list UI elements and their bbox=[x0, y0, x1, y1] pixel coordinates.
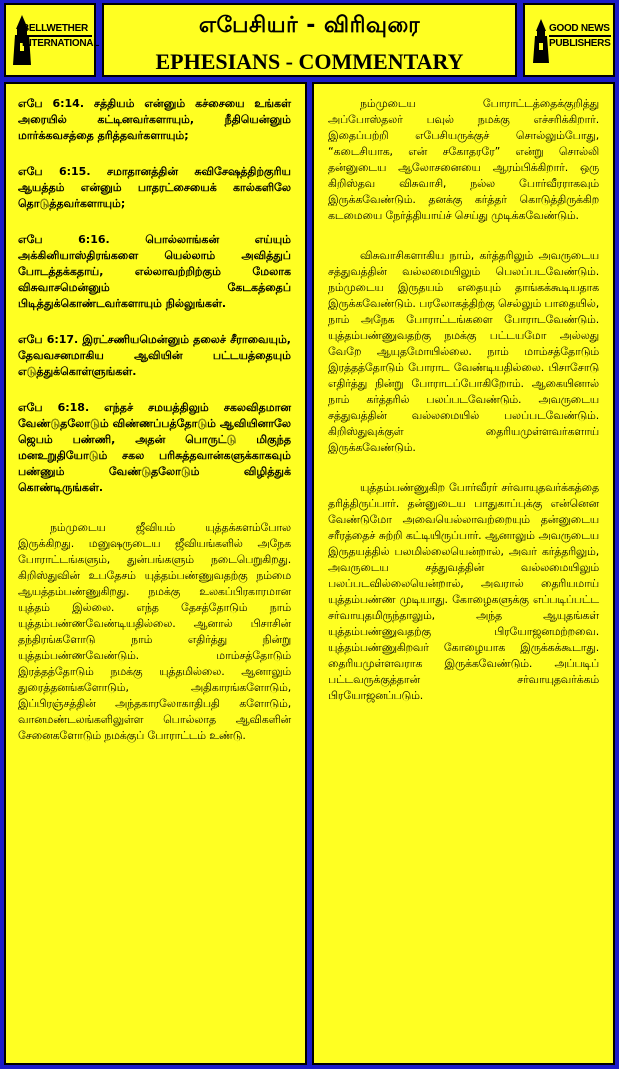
commentary-paragraph: நம்முடைய ஜீவியம் யுத்தக்களம்போல இருக்கிறது. மனுஷருடைய ஜீவியங்களில் அநேக போராட்டங்களும், துன்பங்களும் நடைபெறுகிறது. கிறிஸ்துவின் உபதேசம் யுத்தம்பண்ணுவதற்கு நம்மை ஆயத்தம்பண்ணுகிறது. நமக்கு உலகப்பிரகாரமான யுத்தம் இல்லை. எந்த தேசத்தோடும் நாம் யுத்தம்பண்ணவேண்டியதில்லை. ஆனால் பிசாசின் தந்திரங்களோடு நாம் எதிர்த்து நின்று யுத்தம்பண்ணவேண்டும். மாம்சத்தோடும் இரத்தத்தோடும் நமக்கு யுத்தமில்லை. ஆனாலும் துரைத்தனங்களோடும், அதிகாரங்களோடும், இப்பிரஞ்சத்தின் அந்தகாரலோகாதிபதி களோடும், வானமண்டலங்களிலுள்ள பொல்லாத ஆவிகளின் சேனைகளோடும் நமக்குப் போராட்டம் உண்டு. bbox=[18, 521, 291, 742]
commentary-paragraph-1: நம்முடைய போராட்டத்தைக்குறித்து அப்போஸ்தலர் பவுல் நமக்கு எச்சரிக்கிறார். இதைப்பற்றி எபேசியருக்குச் சொல்லும்போது, “கடைசியாக, என் சகோதரரே” என்று சொல்லி தன்னுடைய ஆலோசனையை ஆரம்பிக்கிறார். ஒரு கிறிஸ்தவ விசுவாசி, நல்ல போர்வீரராகவும் இருக்கவேண்டும். தனக்கு கர்த்தர் கொடுத்திருக்கிற கடமையை நேர்த்தியாய்ச் செய்து முடிக்கவேண்டும். bbox=[328, 97, 599, 222]
commentary-paragraph-2: விசுவாசிகளாகிய நாம், கர்த்தரிலும் அவருடைய சத்துவத்தின் வல்லமையிலும் பெலப்படவேண்டும். நம்முடைய இருதயம் எதையும் தாங்கக்கூடியதாக இருக்கவேண்டும். பரலோகத்திற்கு செல்லும் பாதையில், நாம் அநேக போராட்டங்களை போராடவேண்டும். யுத்தம்பண்ணுவதற்கு நமக்கு பட்டயமோ அல்லது வேறே ஆயுதமோயில்லை. நாம் மாம்சத்தோடும் இரத்தத்தோடும் போராட வேண்டியதில்லை. பிசாசோடு எதிர்த்து நின்று போராடப்போகிறோம். ஆகையினால் நாம் கர்த்தரில் பலப்படவேண்டும். அவருடைய சத்துவத்தின் வல்லமையில் பலப்படவேண்டும். கிறிஸ்துவுக்குள் தைரியமுள்ளவர்களாய் இருக்கவேண்டும். bbox=[328, 249, 599, 454]
verse-6-15: எபே 6:15. சமாதானத்தின் சுவிசேஷத்திற்குரிய ஆயத்தம் என்னும் பாதரட்சையைக் கால்களிலே தொடுத்தவர்களாயும்; bbox=[18, 165, 291, 210]
left-column bbox=[4, 82, 307, 1065]
verse-6-17: எபே 6:17. இரட்சணியமென்னும் தலைச் சீராவையும், தேவவசனமாகிய ஆவியின் பட்டயத்தையும் எடுத்துக்கொள்ளுங்கள். bbox=[18, 333, 291, 378]
good-news-logo-line2: PUBLISHERS bbox=[549, 38, 611, 49]
verse-6-18: எபே 6:18. எந்தச் சமயத்திலும் சகலவிதமான வேண்டுதலோடும் விண்ணப்பத்தோடும் ஆவியினாலே ஜெபம் பண்ணி, அதன் பொருட்டு மிகுந்த மனஉறுதியோடும் சகல பரிசுத்தவான்களுக்காகவும் பண்ணும் வேண்டுதலோடும் விழித்துக் கொண்டிருங்கள். bbox=[18, 401, 291, 494]
right-column bbox=[312, 82, 615, 1065]
verse-6-14: எபே 6:14. சத்தியம் என்னும் கச்சையை உங்கள் அரையில் கட்டினவர்களாயும், நீதியென்னும் மார்க்கவசத்தை தரித்தவர்களாயும்; bbox=[18, 97, 291, 142]
title-banner bbox=[102, 3, 517, 77]
good-news-tower-icon bbox=[533, 19, 549, 63]
bellwether-logo-line2: INTERNATIONAL bbox=[22, 38, 100, 49]
commentary-paragraph-3: யுத்தம்பண்ணுகிற போர்வீரர் சர்வாயுதவர்க்கத்தை தரித்திருப்பார். தன்னுடைய பாதுகாப்புக்கு என்னென வேண்டுமோ அவையெல்லாவற்றையும் தன்னுடைய சரீரத்தைச் சுற்றி கட்டியிருப்பார். ஆனாலும் அவருடைய இருதயத்தில் பலமில்லையென்றால், அவர் கர்த்தரிலும், அவருடைய சத்துவத்தின் வல்லமையிலும் பலப்படவில்லையென்றால், அவரால் தைரியமாய் யுத்தம்பண்ண முடியாது. கோழைகளுக்கு எப்படிப்பட்ட சர்வாயுதமிருந்தாலும், அந்த ஆயுதங்கள் யுத்தம்பண்ணுவதற்கு பிரயோஜனமற்றவை. யுத்தம்பண்ணுகிறவர் கோழையாக இருக்கக்கூடாது. தைரியமுள்ளவராக இருக்கவேண்டும். அப்படிப் பட்டவருக்குத்தான் சர்வாயுதவர்க்கம் பிரயோஜனப்படும். bbox=[328, 481, 599, 702]
page-title-tamil: எபேசியர் - விரிவுரை bbox=[198, 13, 421, 38]
verse-6-16: எபே 6:16. பொல்லாங்கன் எய்யும் அக்கினியாஸ்திரங்களை யெல்லாம் அவித்துப் போடத்தக்கதாய், எல்லாவற்றிற்கும் மேலாக விசுவாசமென்னும் கேடகத்தைப் பிடித்துக்கொண்டவர்களாயும் நில்லுங்கள். bbox=[18, 233, 291, 310]
bellwether-logo bbox=[4, 3, 100, 77]
bellwether-logo-line1: BELLWETHER bbox=[22, 23, 88, 34]
good-news-logo-line1: GOOD NEWS bbox=[549, 23, 610, 34]
page-title-english: EPHESIANS - COMMENTARY bbox=[155, 49, 464, 74]
good-news-logo-rule bbox=[549, 35, 611, 37]
good-news-logo bbox=[523, 3, 615, 77]
page-header bbox=[4, 3, 615, 79]
bellwether-logo-rule bbox=[22, 35, 92, 37]
